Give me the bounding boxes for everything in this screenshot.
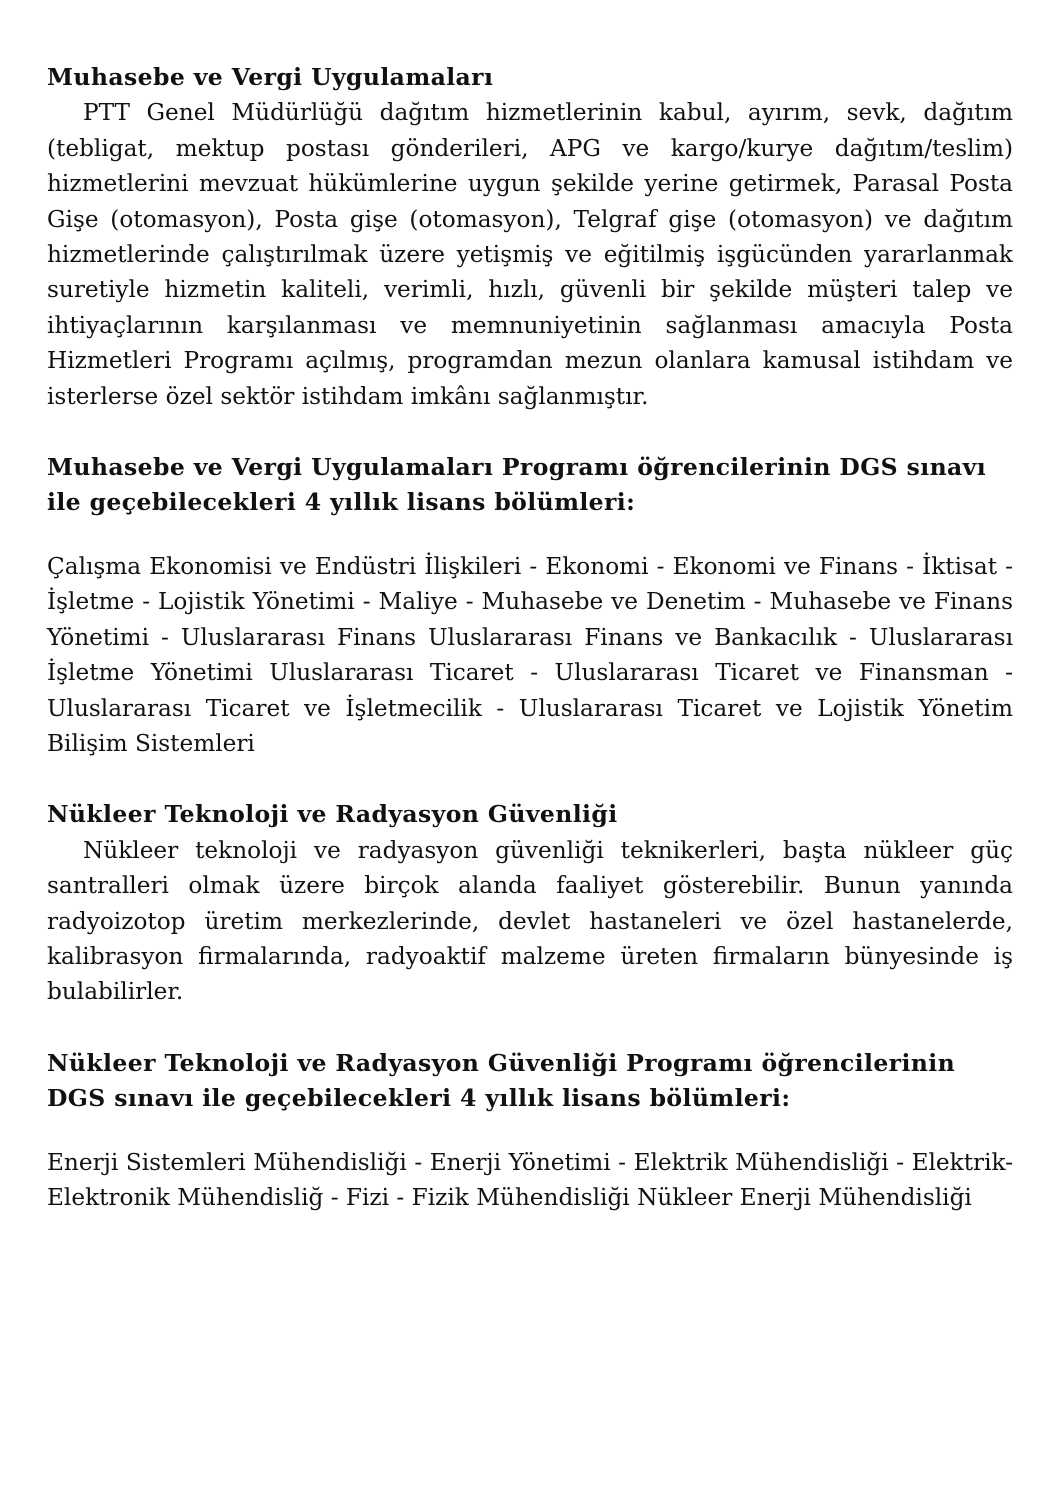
spacer — [47, 414, 1013, 450]
spacer — [47, 1010, 1013, 1046]
section-paragraph-nukleer: Nükleer teknoloji ve radyasyon güvenliği teknikerleri, başta nükleer güç santralleri olmak üzere birçok alanda faaliyet gösterebilir. Bunun yanında radyoizotop üretim merkezlerinde, devlet hastaneleri ve özel hastanelerde, kalibrasyon firmalarında, radyoaktif malzeme üreten firmaların bünyesinde iş bulabilirler. — [47, 836, 1013, 1006]
spacer — [47, 521, 1013, 549]
section-heading-muhasebe-dgs: Muhasebe ve Vergi Uygulamaları Programı öğrencilerinin DGS sınavı ile geçebilecekleri 4 yıllık lisans bölümleri: — [47, 453, 987, 517]
section-heading-muhasebe: Muhasebe ve Vergi Uygulamaları — [47, 63, 494, 91]
dgs-list-nukleer: Enerji Sistemleri Mühendisliği - Enerji Yönetimi - Elektrik Mühendisliği - Elektrik-Elektronik Mühendisliğ - Fizi - Fizik Mühendisliği Nükleer Enerji Mühendisliği — [47, 1148, 1013, 1211]
spacer — [47, 1117, 1013, 1145]
dgs-list-muhasebe: Çalışma Ekonomisi ve Endüstri İlişkileri - Ekonomi - Ekonomi ve Finans - İktisat - İşletme - Lojistik Yönetimi - Maliye - Muhasebe ve Denetim - Muhasebe ve Finans Yönetimi - Uluslararası Finans Uluslararası Finans ve Bankacılık - Uluslararası İşletme Yönetimi Uluslararası Ticaret - Uluslararası Ticaret ve Finansman - Uluslararası Ticaret ve İşletmecilik - Uluslararası Ticaret ve Lojistik Yönetim Bilişim Sistemleri — [47, 552, 1013, 757]
section-heading-nukleer-dgs: Nükleer Teknoloji ve Radyasyon Güvenliği Programı öğrencilerinin DGS sınavı ile geçebilecekleri 4 yıllık lisans bölümleri: — [47, 1048, 956, 1113]
spacer — [47, 761, 1013, 797]
section-paragraph-muhasebe: PTT Genel Müdürlüğü dağıtım hizmetlerinin kabul, ayırım, sevk, dağıtım (tebligat, mektup postası gönderileri, APG ve kargo/kurye dağıtım/teslim) hizmetlerini mevzuat hükümlerine uygun şekilde yerine getirmek, Parasal Posta Gişe (otomasyon), Posta gişe (otomasyon), Telgraf gişe (otomasyon) ve dağıtım hizmetlerinde çalıştırılmak üzere yetişmiş ve eğitilmiş işgücünden yararlanmak suretiyle hizmetin kaliteli, verimli, hızlı, güvenli bir şekilde müşteri talep ve ihtiyaçlarının karşılanması ve memnuniyetinin sağlanması amacıyla Posta Hizmetleri Programı açılmış, programdan mezun olanlara kamusal istihdam ve isterlerse özel sektör istihdam imkânı sağlanmıştır. — [47, 99, 1013, 410]
document-page — [47, 60, 1013, 1215]
section-heading-nukleer: Nükleer Teknoloji ve Radyasyon Güvenliği — [47, 800, 618, 829]
